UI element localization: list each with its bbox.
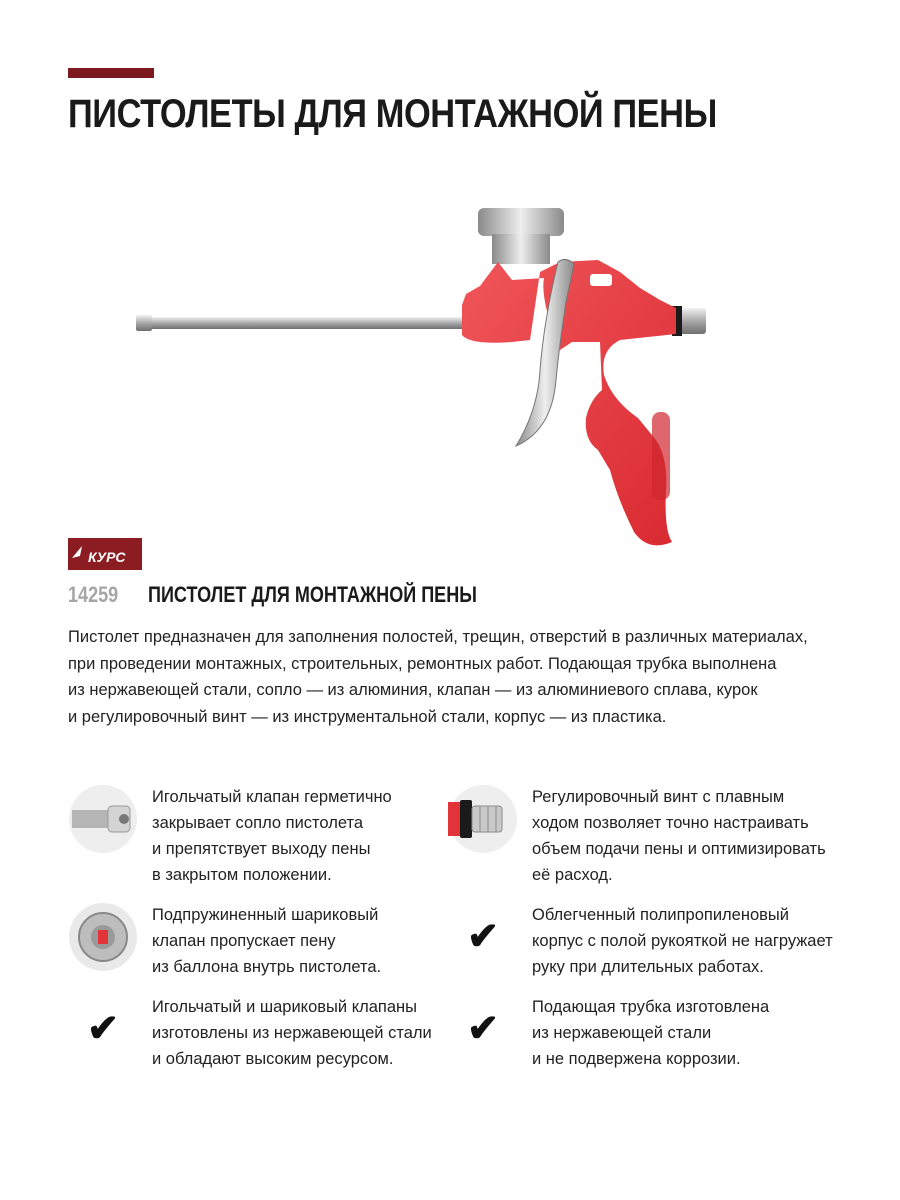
grip-slot: [652, 412, 670, 500]
check-icon: ✔: [467, 1008, 499, 1050]
check-icon: ✔: [87, 1008, 119, 1050]
feature-text-line: закрывает сопло пистолета: [152, 814, 364, 832]
feature-text-line: Подающая трубка изготовлена: [532, 998, 770, 1016]
feature-text-line: руку при длительных работах.: [532, 958, 764, 976]
foam-gun-image: [120, 190, 760, 560]
feed-tube: [150, 317, 470, 329]
product-heading: [68, 582, 550, 608]
title-accent-bar: [68, 68, 154, 78]
brand-logo-text: КУРС: [88, 549, 126, 565]
product-name: ПИСТОЛЕТ ДЛЯ МОНТАЖНОЙ ПЕНЫ: [148, 582, 478, 607]
ball-valve-icon: [68, 902, 138, 972]
description-line: Пистолет предназначен для заполнения полостей, трещин, отверстий в различных материалах,: [68, 628, 808, 646]
feature-text-line: клапан пропускает пену: [152, 932, 336, 950]
feature-text-line: и обладают высоким ресурсом.: [152, 1050, 394, 1068]
feature-text-line: изготовлены из нержавеющей стали: [152, 1024, 432, 1042]
feature-text-line: корпус с полой рукояткой не нагружает: [532, 932, 833, 950]
feature-text-line: Облегченный полипропиленовый: [532, 906, 789, 924]
page-title: ПИСТОЛЕТЫ ДЛЯ МОНТАЖНОЙ ПЕНЫ: [68, 92, 717, 136]
feature-text-line: из нержавеющей стали: [532, 1024, 712, 1042]
feature-text-line: объем подачи пены и оптимизировать: [532, 840, 826, 858]
product-code: 14259: [68, 582, 119, 607]
feature-text-line: её расход.: [532, 866, 613, 884]
feature-text-line: Игольчатый и шариковый клапаны: [152, 998, 417, 1016]
adapter-neck: [492, 234, 550, 264]
tube-tip: [136, 315, 152, 331]
brand-logo: [68, 538, 142, 570]
feature-text-line: и не подвержена коррозии.: [532, 1050, 741, 1068]
feature-text-line: в закрытом положении.: [152, 866, 332, 884]
needle-valve-icon: [68, 784, 138, 854]
feature-text-line: и препятствует выходу пены: [152, 840, 371, 858]
description-line: и регулировочный винт — из инструментальной стали, корпус — из пластика.: [68, 707, 667, 726]
adjusting-screw-icon: [448, 784, 518, 854]
product-description: [68, 624, 848, 730]
adjusting-screw: [680, 308, 706, 334]
feature-text-line: Регулировочный винт с плавным: [532, 788, 785, 806]
feature-text-line: ходом позволяет точно настраивать: [532, 814, 809, 832]
check-icon: ✔: [467, 916, 499, 958]
feature-text-line: Игольчатый клапан герметично: [152, 788, 392, 806]
description-line: из нержавеющей стали, сопло — из алюминия, клапан — из алюминиевого сплава, курок: [68, 681, 758, 699]
feature-text-line: из баллона внутрь пистолета.: [152, 958, 382, 976]
description-line: при проведении монтажных, строительных, ремонтных работ. Подающая трубка выполнена: [68, 654, 777, 673]
gun-body: [462, 260, 676, 545]
feature-text-line: Подпружиненный шариковый: [152, 906, 379, 924]
adapter-ring: [478, 208, 564, 236]
top-slot: [590, 274, 612, 286]
